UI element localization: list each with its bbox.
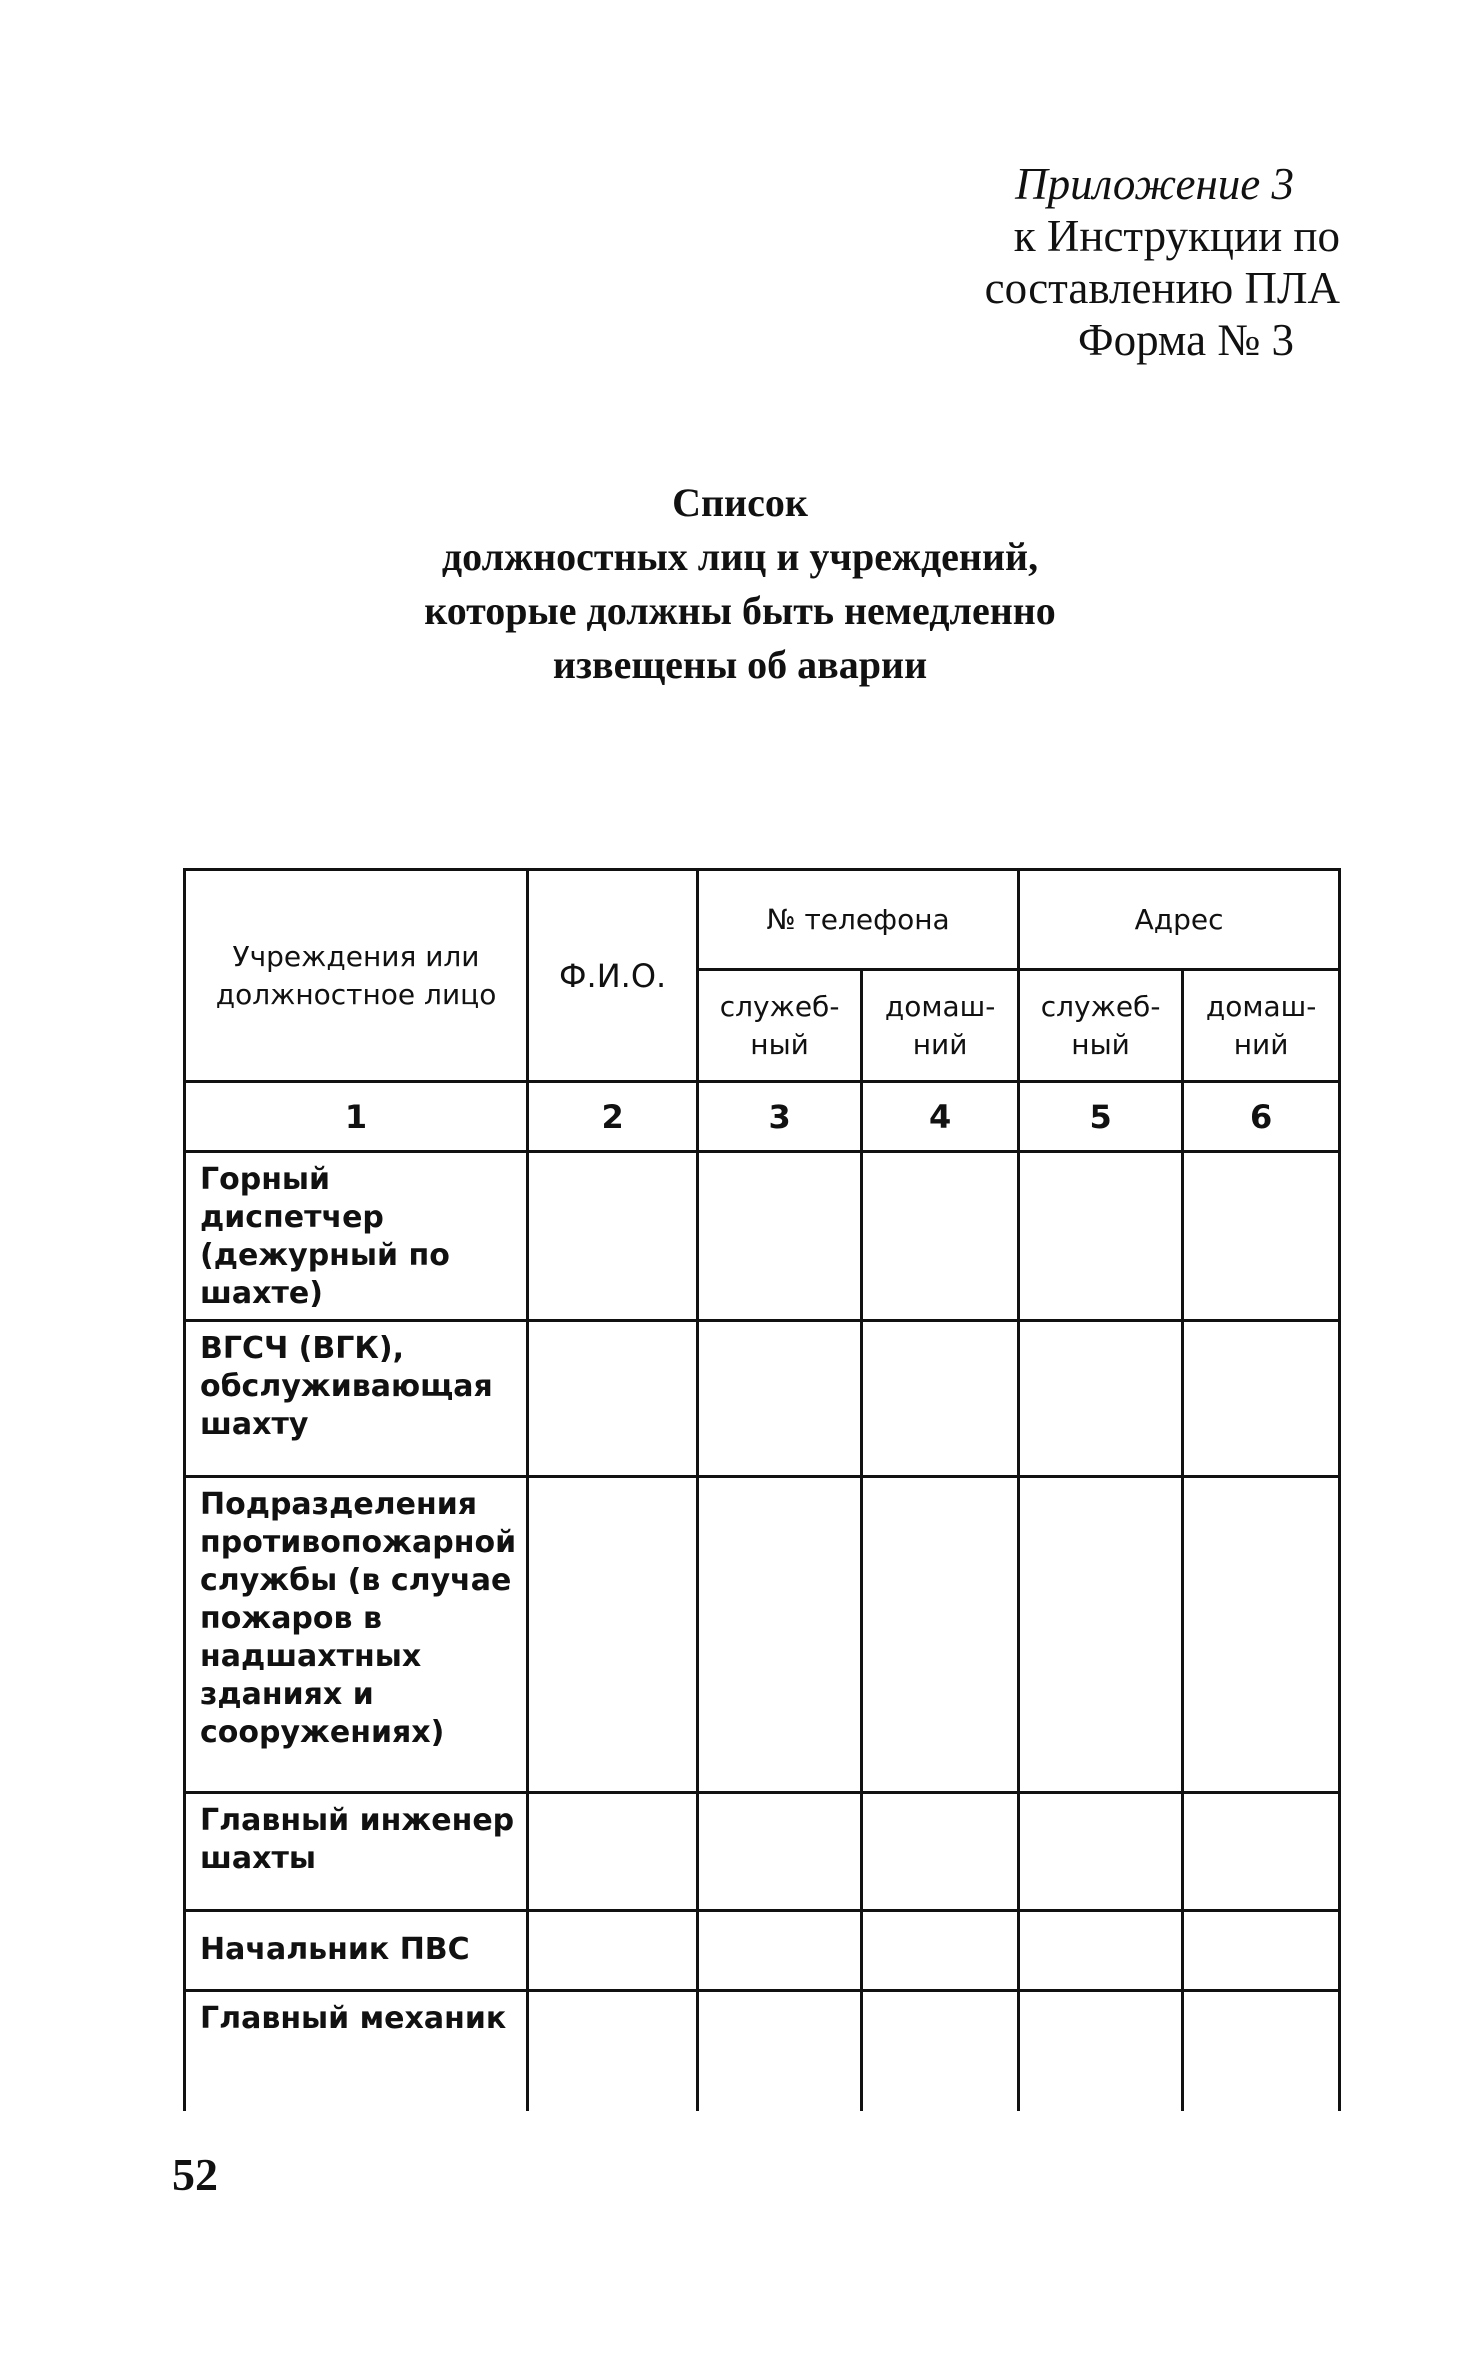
table-cell — [1019, 1991, 1183, 2111]
table-row — [185, 1477, 1340, 1793]
form-number: Форма № 3 — [1078, 315, 1294, 365]
row-label: Главный инженер шахты — [185, 1793, 528, 1911]
page-number: 52 — [172, 2149, 218, 2200]
table-cell — [698, 1991, 862, 2111]
column-number-1: 1 — [185, 1082, 528, 1152]
table-cell — [862, 1152, 1019, 1321]
table-cell — [1183, 1793, 1340, 1911]
table-row — [185, 1793, 1340, 1911]
header-fio: Ф.И.О. — [528, 870, 698, 1082]
table-cell — [1183, 1152, 1340, 1321]
appendix-reference-cont: составлению ПЛА — [984, 263, 1340, 313]
table-cell — [1183, 1911, 1340, 1991]
table-cell — [698, 1321, 862, 1477]
table-cell — [1183, 1477, 1340, 1793]
table-cell — [862, 1477, 1019, 1793]
title-line-2: должностных лиц и учреждений, — [441, 534, 1039, 579]
column-number-3: 3 — [698, 1082, 862, 1152]
table-cell — [698, 1793, 862, 1911]
row-label: Главный механик — [185, 1991, 528, 2111]
table-cell — [698, 1911, 862, 1991]
header-address-home: домаш-ний — [1183, 970, 1340, 1082]
table-cell — [528, 1477, 698, 1793]
header-address-work: служеб-ный — [1019, 970, 1183, 1082]
title-line-1: Список — [672, 480, 808, 525]
column-number-5: 5 — [1019, 1082, 1183, 1152]
table-cell — [528, 1991, 698, 2111]
column-number-2: 2 — [528, 1082, 698, 1152]
header-phone-work: служеб-ный — [698, 970, 862, 1082]
appendix-reference: к Инструкции по — [1013, 211, 1340, 261]
header-phone: № телефона — [698, 870, 1019, 970]
title-line-4: извещены об аварии — [552, 642, 928, 687]
row-label: Подразделения противопожарной службы (в случае пожаров в надшахтных зданиях и сооружениях) — [185, 1477, 528, 1793]
row-label: ВГСЧ (ВГК), обслуживающая шахту — [185, 1321, 528, 1477]
document-title — [250, 476, 1230, 692]
table-cell — [1183, 1321, 1340, 1477]
notification-table — [183, 868, 1341, 2111]
table-row — [185, 1911, 1340, 1991]
header-phone-home: домаш-ний — [862, 970, 1019, 1082]
table-cell — [528, 1911, 698, 1991]
table-row — [185, 1321, 1340, 1477]
table-cell — [528, 1321, 698, 1477]
table-cell — [528, 1793, 698, 1911]
table-cell — [862, 1793, 1019, 1911]
table-row — [185, 1991, 1340, 2111]
table-cell — [1183, 1991, 1340, 2111]
title-line-3: которые должны быть немедленно — [424, 588, 1056, 633]
table-cell — [862, 1911, 1019, 1991]
column-number-4: 4 — [862, 1082, 1019, 1152]
header-institution: Учреждения или должностное лицо — [185, 870, 528, 1082]
table-cell — [1019, 1152, 1183, 1321]
header-address: Адрес — [1019, 870, 1340, 970]
row-label: Горный диспетчер (дежурный по шахте) — [185, 1152, 528, 1321]
row-label: Начальник ПВС — [185, 1911, 528, 1991]
appendix-title: Приложение 3 — [1015, 159, 1294, 209]
column-number-6: 6 — [1183, 1082, 1340, 1152]
table-cell — [698, 1477, 862, 1793]
table-cell — [1019, 1911, 1183, 1991]
table-cell — [1019, 1477, 1183, 1793]
table-cell — [1019, 1321, 1183, 1477]
table-cell — [862, 1991, 1019, 2111]
table-cell — [862, 1321, 1019, 1477]
appendix-header — [820, 158, 1340, 366]
table-cell — [1019, 1793, 1183, 1911]
table-row — [185, 1152, 1340, 1321]
table-cell — [698, 1152, 862, 1321]
table-cell — [528, 1152, 698, 1321]
